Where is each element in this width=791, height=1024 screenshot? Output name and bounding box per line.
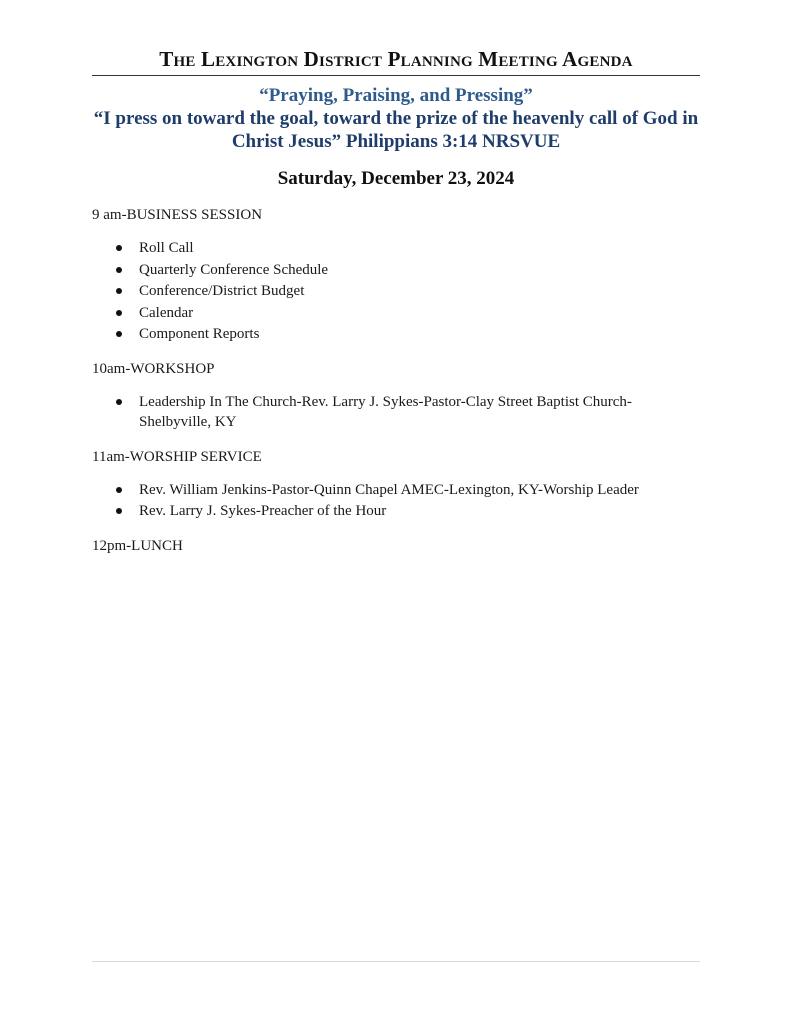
agenda-page xyxy=(92,44,700,556)
footer-divider xyxy=(92,961,700,962)
section-worship xyxy=(92,447,700,522)
theme-line: “Praying, Praising, and Pressing” xyxy=(259,85,533,106)
list-item: Roll Call xyxy=(139,238,700,259)
business-items xyxy=(92,238,700,345)
section-heading: 10am-WORKSHOP xyxy=(92,360,215,377)
workshop-items xyxy=(92,392,700,433)
list-item: Calendar xyxy=(139,303,700,324)
section-business xyxy=(92,205,700,345)
scripture-quote: “I press on toward the goal, toward the prize of the heavenly call of God in Christ Jesus” Philippians 3:14 NRSVUE xyxy=(93,108,699,152)
list-item: Leadership In The Church-Rev. Larry J. Sykes-Pastor-Clay Street Baptist Church-Shelbyville, KY xyxy=(139,392,700,433)
worship-items xyxy=(92,480,700,522)
section-heading: 9 am-BUSINESS SESSION xyxy=(92,207,263,223)
list-item: Conference/District Budget xyxy=(139,281,700,302)
section-heading: 12pm-LUNCH xyxy=(92,537,183,554)
list-item: Component Reports xyxy=(139,324,700,345)
list-item: Rev. William Jenkins-Pastor-Quinn Chapel AMEC-Lexington, KY-Worship Leader xyxy=(139,480,700,501)
agenda-title: The Lexington District Planning Meeting Agenda xyxy=(92,44,700,76)
list-item: Rev. Larry J. Sykes-Preacher of the Hour xyxy=(139,501,700,522)
section-heading: 11am-WORSHIP SERVICE xyxy=(92,448,262,465)
meeting-date: Saturday, December 23, 2024 xyxy=(277,168,515,189)
section-lunch xyxy=(92,536,700,556)
list-item: Quarterly Conference Schedule xyxy=(139,260,700,281)
section-workshop xyxy=(92,359,700,433)
